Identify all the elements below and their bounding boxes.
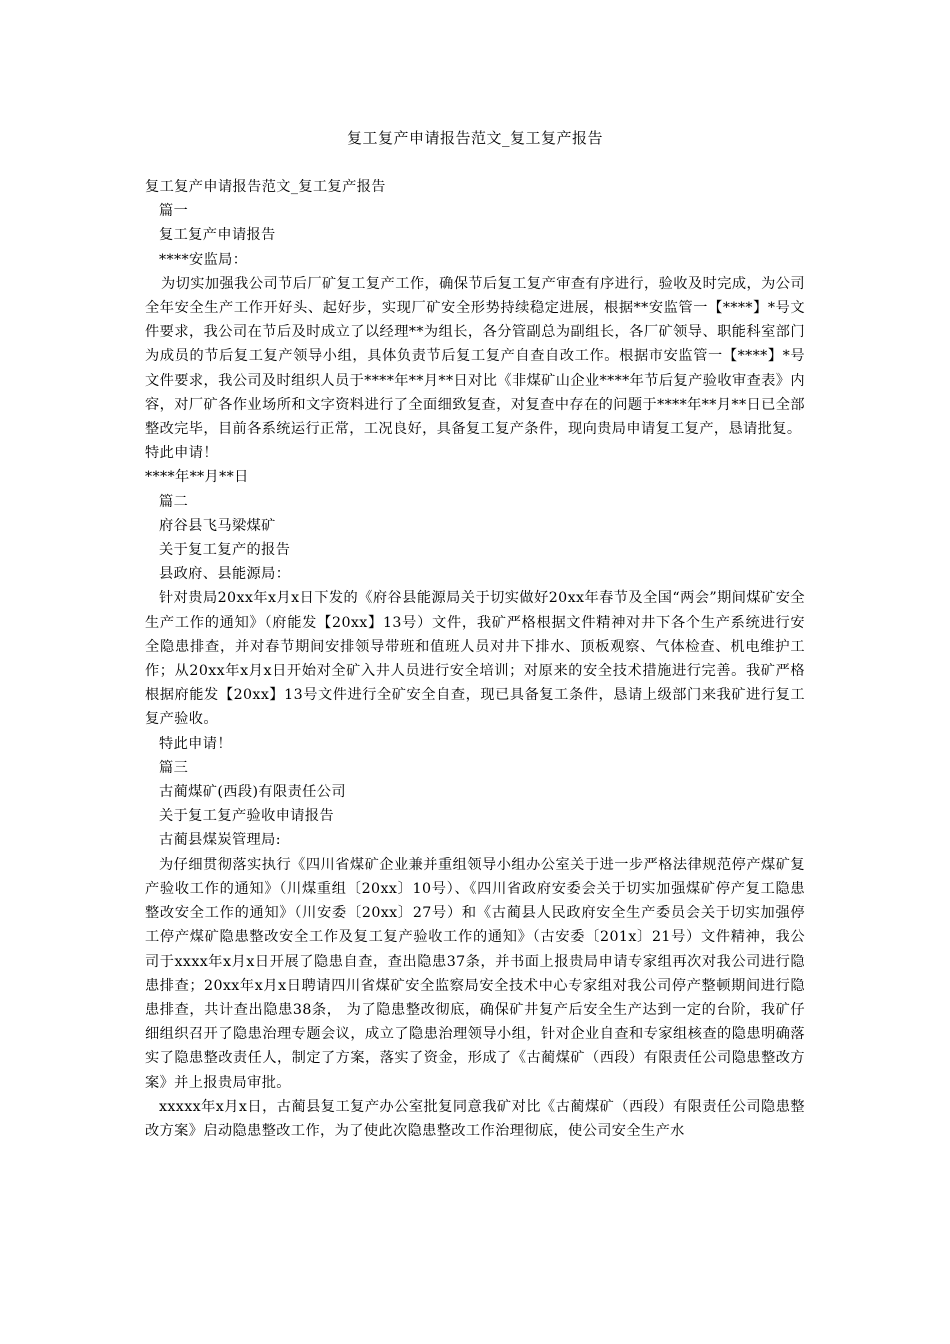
section-1-addressee: ****安监局： <box>159 251 248 268</box>
section-label-1: 篇一 <box>159 203 189 220</box>
section-3-title: 关于复工复产验收申请报告 <box>159 808 335 825</box>
document-body <box>145 175 805 1143</box>
section-2-body: 针对贵局20xx年x月x日下发的《府谷县能源局关于切实做好20xx年春节及全国“两会”期间煤矿安全生产工作的通知》（府能发【20xx】13号）文件，我矿严格根据文件精神对井下各个生产系统进行安全隐患排查，并对春节期间安排领导带班和值班人员对井下排水、顶板观察、气体检查、机电维护工作；从20xx年x月x日开始对全矿入井人员进行安全培训；对原来的安全技术措施进行完善。我矿严格根据府能发【20xx】13号文件进行全矿安全自查，现已具备复工条件，恳请上级部门来我矿进行复工复产验收。 <box>145 590 805 728</box>
section-2-closing: 特此申请！ <box>159 735 232 752</box>
section-2-title: 关于复工复产的报告 <box>159 542 291 559</box>
section-1-date: ****年**月**日 <box>145 469 249 486</box>
section-1-title: 复工复产申请报告 <box>159 227 276 244</box>
document-title: 复工复产申请报告范文_复工复产报告 <box>346 129 603 147</box>
section-2-org: 府谷县飞马梁煤矿 <box>159 517 276 534</box>
section-label-3: 篇三 <box>159 759 189 776</box>
section-1-body: 为切实加强我公司节后厂矿复工复产工作，确保节后复工复产审查有序进行，验收及时完成，为公司全年安全生产工作开好头、起好步，实现厂矿安全形势持续稳定进展，根据**安监管一【****】*号文件要求，我公司在节后及时成立了以经理**为组长，各分管副总为副组长，各厂矿领导、职能科室部门为成员的节后复工复产领导小组，具体负责节后复工复产自查自改工作。根据市安监管一【****】*号文件要求，我公司及时组织人员于****年**月**日对比《非煤矿山企业****年节后复产验收审查表》内容，对厂矿各作业场所和文字资料进行了全面细致复查，对复查中存在的问题于****年**月**日已全部整改完毕，目前各系统运行正常，工况良好，具备复工复产条件，现向贵局申请复工复产，恳请批复。 <box>145 275 805 438</box>
section-2-addressee: 县政府、县能源局： <box>159 566 291 583</box>
section-3-body: 为仔细贯彻落实执行《四川省煤矿企业兼并重组领导小组办公室关于进一步严格法律规范停产煤矿复产验收工作的通知》（川煤重组〔20xx〕10号）、《四川省政府安委会关于切实加强煤矿停产复工隐患整改安全工作的通知》（川安委〔20xx〕27号）和《古蔺县人民政府安全生产委员会关于切实加强停工停产煤矿隐患整改安全工作及复工复产验收工作的通知》（古安委〔201x〕21号）文件精神，我公司于xxxx年x月x日开展了隐患自查，查出隐患37条，并书面上报贵局申请专家组再次对我公司进行隐患排查；20xx年x月x日聘请四川省煤矿安全监察局安全技术中心专家组对我公司停产整顿期间进行隐患排查，共计查出隐患38条， 为了隐患整改彻底，确保矿井复产后安全生产达到一定的台阶，我矿仔细组织召开了隐患治理专题会议，成立了隐患治理领导小组，针对企业自查和专家组核查的隐患明确落实了隐患整改责任人，制定了方案，落实了资金，形成了《古蔺煤矿（西段）有限责任公司隐患整改方案》并上报贵局审批。 <box>145 856 805 1091</box>
section-1-closing: 特此申请！ <box>145 445 218 462</box>
section-3-addressee: 古蔺县煤炭管理局: <box>159 832 281 849</box>
section-label-2: 篇二 <box>159 493 189 510</box>
section-3-body-continued: xxxxx年x月x日，古蔺县复工复产办公室批复同意我矿对比《古蔺煤矿（西段）有限责任公司隐患整改方案》启动隐患整改工作，为了使此次隐患整改工作治理彻底，使公司安全生产水 <box>145 1098 805 1139</box>
section-3-org: 古蔺煤矿(西段)有限责任公司 <box>159 784 346 801</box>
body-heading: 复工复产申请报告范文_复工复产报告 <box>145 179 386 195</box>
